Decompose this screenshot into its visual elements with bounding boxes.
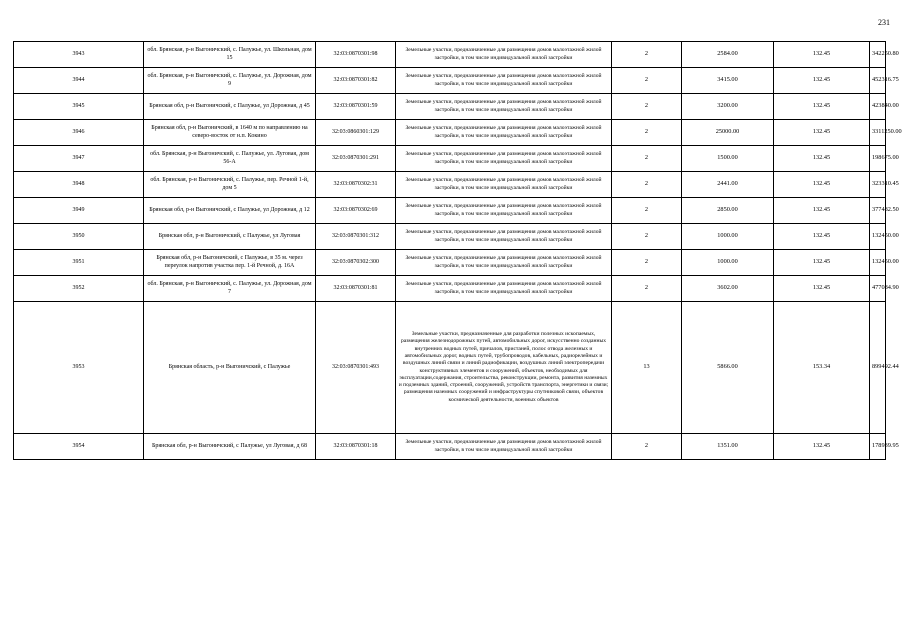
cadastral-number-cell: 32:03:0870301:18 xyxy=(316,434,396,460)
cadastral-number-cell: 32:03:0870301:59 xyxy=(316,94,396,120)
area-cell: 3602.00 xyxy=(682,276,774,302)
table-row xyxy=(14,42,886,68)
address-cell: обл. Брянская, р-н Выгоничский, с. Палужье, пер. Речной 1-й, дом 5 xyxy=(144,172,316,198)
cadastral-number-cell: 32:03:0870302:69 xyxy=(316,198,396,224)
table-row xyxy=(14,198,886,224)
cadastral-number-cell: 32:03:0870301:312 xyxy=(316,224,396,250)
row-number: 3944 xyxy=(14,68,144,94)
cadastral-number-cell: 32:03:0870301:98 xyxy=(316,42,396,68)
land-purpose-cell: Земельные участки, предназначенные для размещения домов малоэтажной жилой застройки, в том числе индивидуальной жилой застройки xyxy=(396,276,612,302)
cadastral-number-cell: 32:03:0870302:300 xyxy=(316,250,396,276)
rate-cell: 132.45 xyxy=(774,276,870,302)
area-cell: 5866.00 xyxy=(682,302,774,434)
table-row xyxy=(14,276,886,302)
rate-cell: 132.45 xyxy=(774,120,870,146)
address-cell: Брянская обл, р-н Выгоничский, с Палужье, в 35 м. через переулок напротив участка пер. 1-й Речной, д. 16А xyxy=(144,250,316,276)
cadastral-value-cell: 198675.00 xyxy=(870,146,886,172)
land-purpose-cell: Земельные участки, предназначенные для размещения домов малоэтажной жилой застройки, в том числе индивидуальной жилой застройки xyxy=(396,250,612,276)
table-row xyxy=(14,120,886,146)
land-purpose-cell: Земельные участки, предназначенные для размещения домов малоэтажной жилой застройки, в том числе индивидуальной жилой застройки xyxy=(396,42,612,68)
group-cell: 2 xyxy=(612,94,682,120)
table-body xyxy=(14,42,902,460)
cadastral-value-cell: 178939.95 xyxy=(870,434,886,460)
row-number: 3952 xyxy=(14,276,144,302)
table-row xyxy=(14,302,886,434)
group-cell: 2 xyxy=(612,172,682,198)
cadastral-number-cell: 32:03:0870301:493 xyxy=(316,302,396,434)
cadastral-number-cell: 32:03:0870302:31 xyxy=(316,172,396,198)
table-row xyxy=(14,146,886,172)
area-cell: 1000.00 xyxy=(682,224,774,250)
address-cell: Брянская обл, р-н Выгоничский, с Палужье, ул Луговая, д 68 xyxy=(144,434,316,460)
cadastral-number-cell: 32:03:0870301:82 xyxy=(316,68,396,94)
row-number: 3953 xyxy=(14,302,144,434)
address-cell: обл. Брянская, р-н Выгоничский, с. Палужье, ул. Дорожная, дом 7 xyxy=(144,276,316,302)
cadastral-value-cell: 377482.50 xyxy=(870,198,886,224)
area-cell: 1500.00 xyxy=(682,146,774,172)
area-cell: 25000.00 xyxy=(682,120,774,146)
area-cell: 3200.00 xyxy=(682,94,774,120)
table-row xyxy=(14,172,886,198)
table-row xyxy=(14,434,886,460)
group-cell: 2 xyxy=(612,68,682,94)
cadastral-value-cell: 323310.45 xyxy=(870,172,886,198)
group-cell: 2 xyxy=(612,42,682,68)
address-cell: Брянская обл, р-н Выгоничский, в 1640 м по направлению на северо-восток от н.п. Кокино xyxy=(144,120,316,146)
cadastral-value-cell: 477084.90 xyxy=(870,276,886,302)
cadastral-number-cell: 32:03:0870301:81 xyxy=(316,276,396,302)
row-number: 3947 xyxy=(14,146,144,172)
row-number: 3948 xyxy=(14,172,144,198)
cadastral-value-cell: 452316.75 xyxy=(870,68,886,94)
address-cell: обл. Брянская, р-н Выгоничский, с. Палужье, ул. Дорожная, дом 9 xyxy=(144,68,316,94)
table-row xyxy=(14,250,886,276)
address-cell: Брянская обл, р-н Выгоничский, с Палужье, ул Дорожная, д 12 xyxy=(144,198,316,224)
land-purpose-cell: Земельные участки, предназначенные для размещения домов малоэтажной жилой застройки, в том числе индивидуальной жилой застройки xyxy=(396,198,612,224)
row-number: 3945 xyxy=(14,94,144,120)
rate-cell: 132.45 xyxy=(774,42,870,68)
table-row xyxy=(14,94,886,120)
address-cell: Брянская обл, р-н Выгоничский, с Палужье, ул Дорожная, д 45 xyxy=(144,94,316,120)
address-cell: обл. Брянская, р-н Выгоничский, с. Палужье, ул. Луговая, дом 56-А xyxy=(144,146,316,172)
row-number: 3951 xyxy=(14,250,144,276)
cadastral-value-cell: 423840.00 xyxy=(870,94,886,120)
address-cell: Брянская обл, р-н Выгоничский, с Палужье, ул Луговая xyxy=(144,224,316,250)
rate-cell: 132.45 xyxy=(774,94,870,120)
land-purpose-cell: Земельные участки, предназначенные для размещения домов малоэтажной жилой застройки, в том числе индивидуальной жилой застройки xyxy=(396,68,612,94)
group-cell: 2 xyxy=(612,146,682,172)
land-purpose-cell: Земельные участки, предназначенные для размещения домов малоэтажной жилой застройки, в том числе индивидуальной жилой застройки xyxy=(396,146,612,172)
group-cell: 2 xyxy=(612,276,682,302)
group-cell: 2 xyxy=(612,250,682,276)
land-purpose-cell: Земельные участки, предназначенные для разработки полезных ископаемых, размещения железнодорожных путей, автомобильных дорог, искусственно созданных внутренних водных путей, причалов, пристаней, полос отвода железных и автомобильных дорог, водных путей, трубопроводов, кабельных, радиорелейных и воздушных линий связи и линий радиофикации, воздушных линий электропередачи конструктивных элементов и сооружений, объектов, необходимых для эксплуатации,содержания, строительства, реконструкции, ремонта, развития наземных и подземных зданий, строений, сооружений, устройств транспорта, энергетики и связи; размещения наземных сооружений и инфраструктуры спутниковой связи, объектов космической деятельности, военных объектов xyxy=(396,302,612,434)
land-registry-table xyxy=(13,41,902,460)
group-cell: 2 xyxy=(612,198,682,224)
group-cell: 13 xyxy=(612,302,682,434)
cadastral-value-cell: 132450.00 xyxy=(870,250,886,276)
page-number: 231 xyxy=(878,18,890,27)
rate-cell: 132.45 xyxy=(774,250,870,276)
area-cell: 2584.00 xyxy=(682,42,774,68)
row-number: 3946 xyxy=(14,120,144,146)
group-cell: 2 xyxy=(612,120,682,146)
row-number: 3943 xyxy=(14,42,144,68)
land-purpose-cell: Земельные участки, предназначенные для размещения домов малоэтажной жилой застройки, в том числе индивидуальной жилой застройки xyxy=(396,172,612,198)
rate-cell: 132.45 xyxy=(774,146,870,172)
rate-cell: 132.45 xyxy=(774,198,870,224)
cadastral-number-cell: 32:03:0860301:129 xyxy=(316,120,396,146)
land-purpose-cell: Земельные участки, предназначенные для размещения домов малоэтажной жилой застройки, в том числе индивидуальной жилой застройки xyxy=(396,94,612,120)
area-cell: 2441.00 xyxy=(682,172,774,198)
rate-cell: 132.45 xyxy=(774,68,870,94)
land-purpose-cell: Земельные участки, предназначенные для размещения домов малоэтажной жилой застройки, в том числе индивидуальной жилой застройки xyxy=(396,434,612,460)
land-purpose-cell: Земельные участки, предназначенные для размещения домов малоэтажной жилой застройки, в том числе индивидуальной жилой застройки xyxy=(396,224,612,250)
table-row xyxy=(14,224,886,250)
cadastral-value-cell: 899492.44 xyxy=(870,302,886,434)
rate-cell: 153.34 xyxy=(774,302,870,434)
group-cell: 2 xyxy=(612,434,682,460)
area-cell: 1351.00 xyxy=(682,434,774,460)
cadastral-number-cell: 32:03:0870301:291 xyxy=(316,146,396,172)
area-cell: 2850.00 xyxy=(682,198,774,224)
land-purpose-cell: Земельные участки, предназначенные для размещения домов малоэтажной жилой застройки, в том числе индивидуальной жилой застройки xyxy=(396,120,612,146)
area-cell: 3415.00 xyxy=(682,68,774,94)
row-number: 3949 xyxy=(14,198,144,224)
row-number: 3950 xyxy=(14,224,144,250)
table-row xyxy=(14,68,886,94)
row-number: 3954 xyxy=(14,434,144,460)
group-cell: 2 xyxy=(612,224,682,250)
rate-cell: 132.45 xyxy=(774,172,870,198)
cadastral-value-cell: 342250.80 xyxy=(870,42,886,68)
rate-cell: 132.45 xyxy=(774,434,870,460)
cadastral-value-cell: 3311250.00 xyxy=(870,120,886,146)
rate-cell: 132.45 xyxy=(774,224,870,250)
cadastral-value-cell: 132450.00 xyxy=(870,224,886,250)
area-cell: 1000.00 xyxy=(682,250,774,276)
address-cell: Брянская область, р-н Выгоничский, с Палужье xyxy=(144,302,316,434)
address-cell: обл. Брянская, р-н Выгоничский, с. Палужье, ул. Школьная, дом 15 xyxy=(144,42,316,68)
